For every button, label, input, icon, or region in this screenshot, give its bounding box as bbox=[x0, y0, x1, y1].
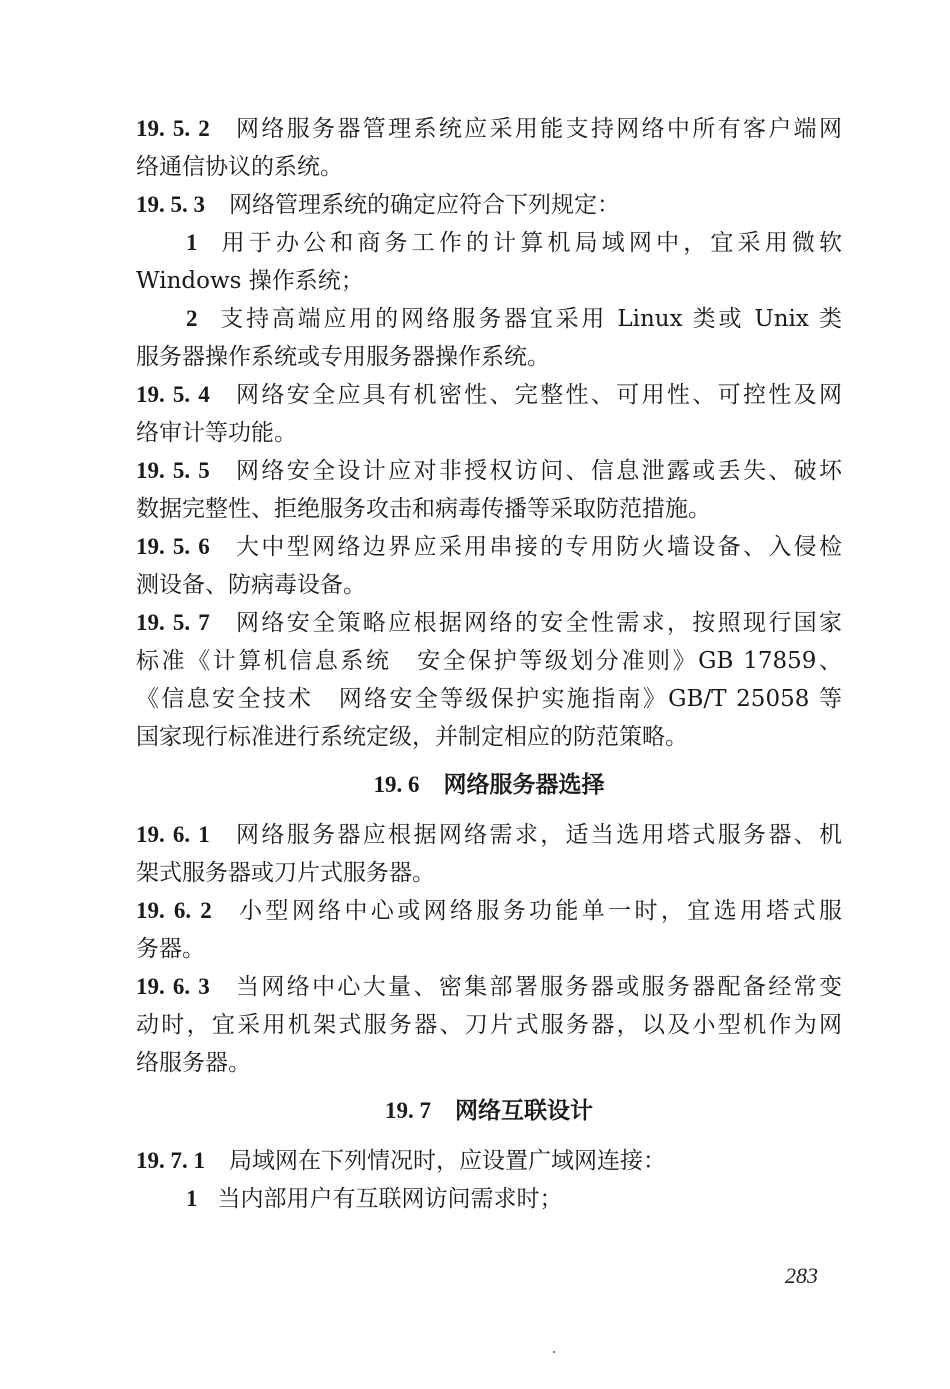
clause-19-5-4 bbox=[136, 376, 842, 414]
clause-text: 小型网络中心或网络服务功能单一时，宜选用塔式服 bbox=[235, 898, 843, 924]
section-title: 网络服务器选择 bbox=[443, 771, 605, 798]
clause-text: 网络管理系统的确定应符合下列规定： bbox=[229, 192, 620, 218]
section-number: 19. 7 bbox=[385, 1098, 431, 1123]
clause-text: 网络安全设计应对非授权访问、信息泄露或丢失、破坏 bbox=[233, 458, 843, 484]
section-heading-19-6 bbox=[136, 766, 842, 804]
clause-text: 网络服务器应根据网络需求，适当选用塔式服务器、机 bbox=[233, 822, 843, 848]
clause-19-5-6 bbox=[136, 528, 842, 566]
clause-number: 19. 5. 7 bbox=[136, 610, 210, 635]
item-text: 用于办公和商务工作的计算机局域网中，宜采用微软 bbox=[217, 230, 842, 256]
clause-text: 标准《计算机信息系统 安全保护等级划分准则》GB 17859、 bbox=[136, 648, 842, 674]
clause-number: 19. 6. 2 bbox=[136, 898, 212, 923]
clause-continuation bbox=[136, 1044, 842, 1082]
clause-19-6-3 bbox=[136, 968, 842, 1006]
clause-19-5-7 bbox=[136, 604, 842, 642]
clause-text: 数据完整性、拒绝服务攻击和病毒传播等采取防范措施。 bbox=[136, 496, 711, 522]
clause-continuation bbox=[136, 414, 842, 452]
clause-continuation bbox=[136, 148, 842, 186]
list-item-continuation bbox=[136, 262, 842, 300]
clause-text: 架式服务器或刀片式服务器。 bbox=[136, 860, 435, 886]
list-item-continuation bbox=[136, 338, 842, 376]
clause-continuation bbox=[136, 566, 842, 604]
clause-continuation bbox=[136, 854, 842, 892]
item-text: 服务器操作系统或专用服务器操作系统。 bbox=[136, 344, 550, 370]
clause-text: 局域网在下列情况时，应设置广域网连接： bbox=[229, 1148, 666, 1174]
clause-19-6-1 bbox=[136, 816, 842, 854]
clause-continuation bbox=[136, 642, 842, 680]
scan-speck bbox=[553, 1351, 555, 1353]
list-item bbox=[136, 224, 842, 262]
clause-continuation bbox=[136, 1006, 842, 1044]
clause-text: 当网络中心大量、密集部署服务器或服务器配备经常变 bbox=[233, 974, 843, 1000]
item-text: 当内部用户有互联网访问需求时； bbox=[217, 1186, 563, 1212]
clause-number: 19. 6. 3 bbox=[136, 974, 210, 999]
clause-number: 19. 5. 6 bbox=[136, 534, 210, 559]
section-heading-19-7 bbox=[136, 1092, 842, 1130]
clause-continuation bbox=[136, 680, 842, 718]
clause-text: 络通信协议的系统。 bbox=[136, 154, 343, 180]
clause-continuation bbox=[136, 718, 842, 756]
section-title: 网络互联设计 bbox=[455, 1097, 593, 1124]
list-item bbox=[136, 1180, 842, 1218]
clause-number: 19. 5. 5 bbox=[136, 458, 210, 483]
document-body bbox=[136, 110, 842, 1218]
clause-text: 《信息安全技术 网络安全等级保护实施指南》GB/T 25058 等 bbox=[136, 686, 842, 712]
clause-text: 动时，宜采用机架式服务器、刀片式服务器，以及小型机作为网 bbox=[136, 1012, 842, 1038]
clause-19-5-2 bbox=[136, 110, 842, 148]
section-number: 19. 6 bbox=[373, 772, 420, 797]
clause-number: 19. 6. 1 bbox=[136, 822, 210, 847]
clause-text: 务器。 bbox=[136, 936, 205, 962]
item-number: 2 bbox=[186, 306, 198, 331]
clause-number: 19. 7. 1 bbox=[136, 1148, 205, 1173]
clause-19-6-2 bbox=[136, 892, 842, 930]
clause-text: 大中型网络边界应采用串接的专用防火墙设备、入侵检 bbox=[233, 534, 843, 560]
clause-text: 网络安全应具有机密性、完整性、可用性、可控性及网 bbox=[233, 382, 843, 408]
clause-19-5-5 bbox=[136, 452, 842, 490]
clause-text: 国家现行标准进行系统定级，并制定相应的防范策略。 bbox=[136, 724, 688, 750]
clause-19-5-3 bbox=[136, 186, 842, 224]
clause-text: 络审计等功能。 bbox=[136, 420, 297, 446]
item-number: 1 bbox=[186, 1186, 198, 1211]
item-number: 1 bbox=[186, 230, 198, 255]
clause-continuation bbox=[136, 490, 842, 528]
clause-text: 网络服务器管理系统应采用能支持网络中所有客户端网 bbox=[233, 116, 843, 142]
item-text: 支持高端应用的网络服务器宜采用 Linux 类或 Unix 类 bbox=[217, 306, 842, 332]
clause-text: 测设备、防病毒设备。 bbox=[136, 572, 366, 598]
clause-number: 19. 5. 3 bbox=[136, 192, 205, 217]
item-text: Windows 操作系统； bbox=[136, 268, 364, 294]
clause-continuation bbox=[136, 930, 842, 968]
clause-number: 19. 5. 2 bbox=[136, 116, 210, 141]
list-item bbox=[136, 300, 842, 338]
clause-text: 网络安全策略应根据网络的安全性需求，按照现行国家 bbox=[233, 610, 843, 636]
clause-text: 络服务器。 bbox=[136, 1050, 251, 1076]
clause-number: 19. 5. 4 bbox=[136, 382, 210, 407]
page-number: 283 bbox=[785, 1263, 818, 1288]
clause-19-7-1 bbox=[136, 1142, 842, 1180]
